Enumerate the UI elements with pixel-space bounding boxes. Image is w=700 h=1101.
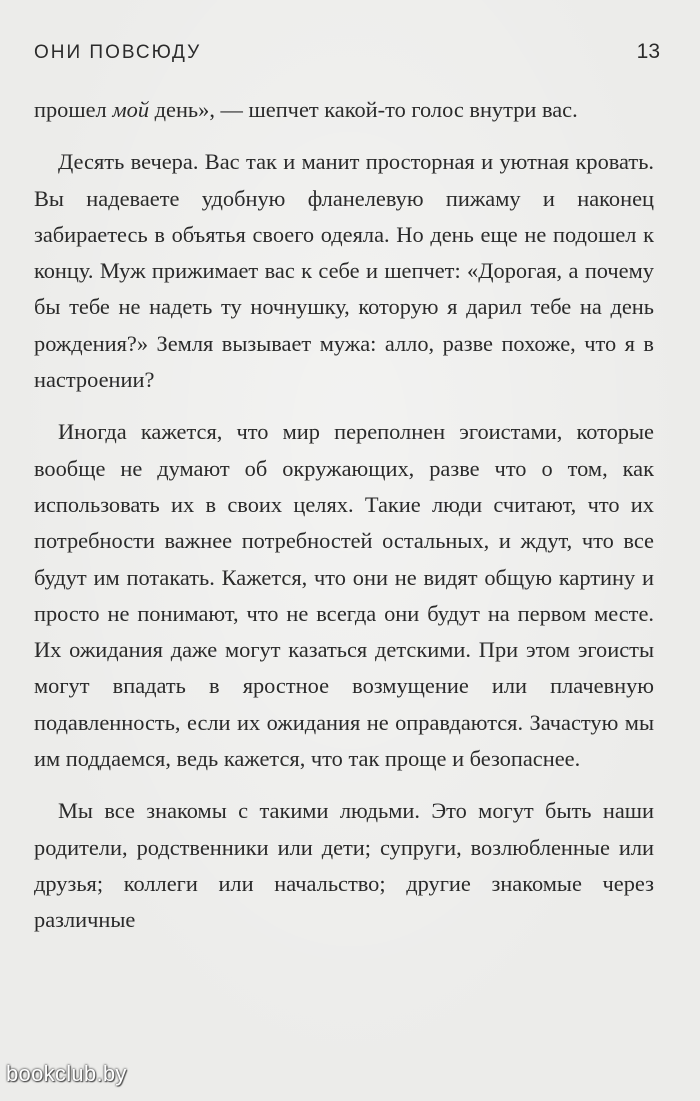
page-number: 13 [636, 40, 660, 63]
paragraph-1 [34, 92, 654, 128]
paragraph-3: Иногда кажется, что мир переполнен эгоистами, которые вообще не думают об окружающих, разве что о том, как использовать их в своих целях. Такие люди считают, что их потребности важнее потребностей остальных, и ждут, что все будут им потакать. Кажется, что они не видят общую картину и просто не понимают, что не всегда они будут на первом месте. Их ожидания даже могут казаться детскими. При этом эгоисты могут впадать в яростное возмущение или плачевную подавленность, если их ожидания не оправдаются. Зачастую мы им поддаемся, ведь кажется, что так проще и безопаснее. [34, 419, 654, 772]
paragraph-1-before: прошел [34, 97, 113, 122]
paragraph-4: Мы все знакомы с такими людьми. Это могут быть наши родители, родственники или дети; супруги, возлюбленные или друзья; коллеги или начальство; другие знакомые через различные [34, 798, 654, 933]
body-text [34, 92, 654, 939]
paragraph-2: Десять вечера. Вас так и манит просторная и уютная кровать. Вы надеваете удобную фланелевую пижаму и наконец забираетесь в объятья своего одеяла. Но день еще не подошел к концу. Муж прижимает вас к себе и шепчет: «Дорогая, а почему бы тебе не надеть ту ночнушку, которую я дарил тебе на день рождения?» Земля вызывает мужа: алло, разве похоже, что я в настроении? [34, 149, 654, 393]
watermark: bookclub.by [6, 1061, 127, 1086]
running-head: ОНИ ПОВСЮДУ [34, 42, 202, 63]
paragraph-1-emphasis: мой [112, 97, 150, 122]
paragraph-1-after: день», — шепчет какой-то голос внутри вас. [149, 97, 578, 122]
